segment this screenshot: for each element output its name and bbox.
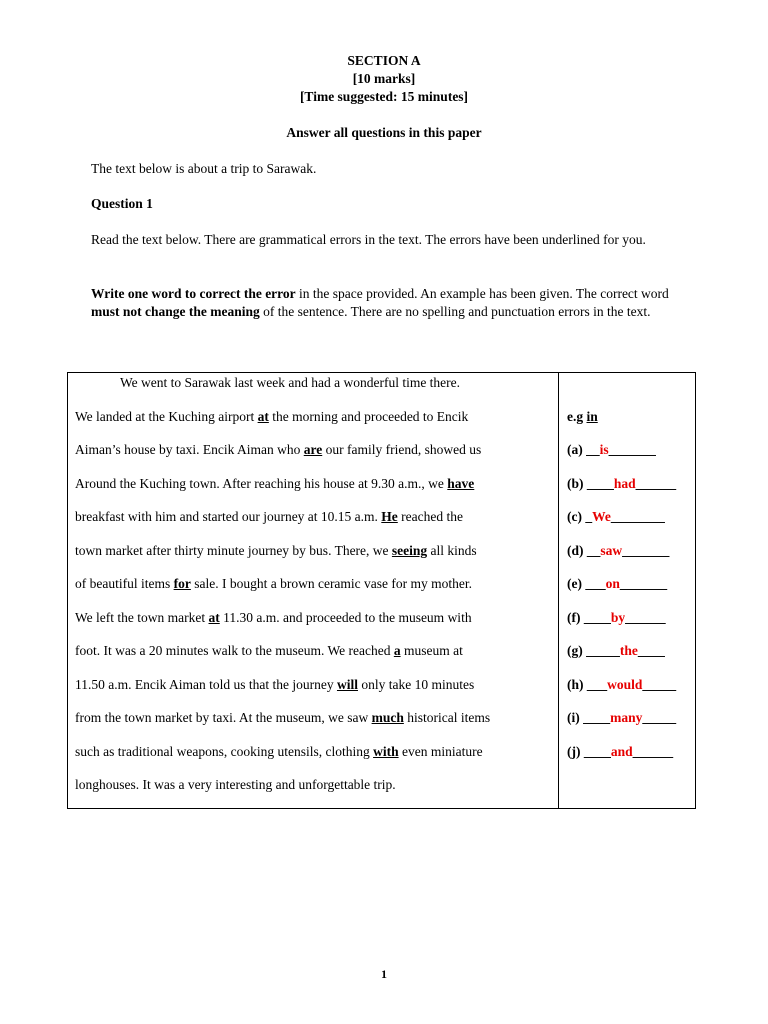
passage-line	[75, 676, 474, 694]
answer-line	[567, 743, 673, 761]
passage-text-before: of beautiful items	[75, 576, 174, 591]
underlined-error: much	[371, 710, 404, 725]
underlined-error: with	[373, 743, 399, 759]
passage-text-after: only take 10 minutes	[357, 676, 475, 692]
passage-text-after: even miniature	[398, 743, 483, 759]
passage-text-before: We went to Sarawak last week and had a wonderful time there.	[120, 375, 461, 390]
answer-label: (d) __	[567, 542, 601, 558]
answer-word: would	[607, 676, 643, 692]
answer-word: many	[610, 710, 643, 725]
instruction: Answer all questions in this paper	[286, 125, 482, 140]
passage-line	[75, 408, 468, 426]
passage-text-before: longhouses. It was a very interesting and unforgettable trip.	[75, 777, 396, 792]
answer-line	[567, 575, 667, 593]
passage-line	[75, 475, 474, 493]
answer-word: We	[592, 509, 611, 524]
passage-line	[75, 609, 472, 627]
passage-line	[75, 709, 490, 727]
passage-text-before: We left the town market	[75, 609, 209, 625]
section-marks: [10 marks]	[352, 71, 416, 86]
passage-text-after: historical items	[403, 710, 491, 725]
passage-text-after: 11.30 a.m. and proceeded to the museum with	[219, 609, 472, 625]
passage-text-after: museum at	[400, 643, 463, 658]
underlined-error: at	[208, 609, 220, 625]
underlined-error: have	[447, 475, 475, 491]
underlined-error: at	[257, 408, 269, 424]
underlined-error: for	[173, 576, 191, 591]
passage-text-after: reached the	[397, 509, 464, 524]
answer-blank: ________	[610, 509, 665, 524]
answer-word: on	[605, 576, 620, 591]
answer-blank: _____	[642, 710, 677, 725]
answer-line	[567, 709, 676, 727]
answer-word: and	[610, 743, 633, 759]
answer-label: (g) _____	[567, 643, 620, 658]
passage-text-before: breakfast with him and started our journey at 10.15 a.m.	[75, 509, 382, 524]
passage-text-after: all kinds	[427, 542, 477, 558]
answer-word: is	[599, 442, 609, 457]
passage-line	[75, 508, 463, 526]
answer-line	[567, 441, 656, 459]
answer-line	[567, 609, 666, 627]
passage-text-before: We landed at the Kuching airport	[75, 408, 258, 424]
example-word: in	[586, 408, 598, 424]
underlined-error: will	[336, 676, 358, 692]
answer-blank: _______	[619, 576, 668, 591]
answer-word: by	[610, 609, 626, 625]
answer-blank: ______	[635, 475, 677, 491]
section-time: [Time suggested: 15 minutes]	[299, 89, 469, 104]
instruction-paragraph-1: Read the text below. There are grammatical errors in the text. The errors have been underlined for you.	[91, 232, 646, 247]
answer-word: saw	[600, 542, 623, 558]
section-title: SECTION A	[347, 53, 421, 68]
answer-word: the	[619, 643, 638, 658]
underlined-error: seeing	[391, 542, 428, 558]
instruction-bold-1: Write one word to correct the error	[91, 286, 296, 301]
answer-line	[567, 475, 676, 493]
passage-text-after: our family friend, showed us	[322, 442, 482, 457]
answer-label: (b) ____	[567, 475, 614, 491]
passage-line	[75, 743, 483, 761]
answer-label: (e) ___	[567, 576, 606, 591]
example-answer	[567, 408, 598, 426]
underlined-error: He	[381, 509, 398, 524]
answer-blank: _______	[622, 542, 670, 558]
passage-text-after: sale. I bought a brown ceramic vase for my mother.	[190, 576, 473, 591]
answer-blank: ____	[637, 643, 665, 658]
section-header	[0, 52, 768, 142]
underlined-error: are	[303, 442, 323, 457]
passage-line	[75, 542, 477, 560]
answer-label: (f) ____	[567, 609, 611, 625]
answer-label: (a) __	[567, 442, 600, 457]
passage-text-before: 11.50 a.m. Encik Aiman told us that the journey	[75, 676, 337, 692]
instruction-text-1: in the space provided. An example has been given. The correct word	[295, 286, 669, 301]
passage-line	[75, 776, 396, 794]
answer-label: (i) ____	[567, 710, 611, 725]
passage-text-before: such as traditional weapons, cooking utensils, clothing	[75, 743, 374, 759]
page-number: 1	[381, 967, 387, 981]
passage-line	[120, 374, 460, 392]
instruction-bold-2: must not change the meaning	[91, 304, 260, 319]
passage-line	[75, 575, 472, 593]
intro-text: The text below is about a trip to Sarawak.	[91, 161, 317, 176]
passage-text-before: foot. It was a 20 minutes walk to the museum. We reached	[75, 643, 394, 658]
passage-text-before: town market after thirty minute journey by bus. There, we	[75, 542, 392, 558]
answer-line	[567, 508, 665, 526]
answer-blank: _______	[608, 442, 656, 457]
answer-label: (c) _	[567, 509, 593, 524]
passage-line	[75, 441, 481, 459]
instruction-paragraph-2	[91, 285, 671, 321]
answer-label: (j) ____	[567, 743, 611, 759]
answer-label: (h) ___	[567, 676, 608, 692]
answer-line	[567, 642, 665, 660]
example-prefix: e.g	[567, 408, 587, 424]
answer-line	[567, 676, 676, 694]
underlined-error: a	[393, 643, 401, 658]
question-title: Question 1	[91, 196, 153, 211]
instruction-text-2: of the sentence. There are no spelling and punctuation errors in the text.	[259, 304, 651, 319]
answer-blank: ______	[625, 609, 666, 625]
answer-blank: ______	[632, 743, 674, 759]
passage-line	[75, 642, 463, 660]
passage-text-before: Aiman’s house by taxi. Encik Aiman who	[75, 442, 304, 457]
answer-blank: _____	[642, 676, 677, 692]
passage-text-after: the morning and proceeded to Encik	[268, 408, 469, 424]
passage-text-before: from the town market by taxi. At the museum, we saw	[75, 710, 372, 725]
answer-line	[567, 542, 669, 560]
passage-text-before: Around the Kuching town. After reaching his house at 9.30 a.m., we	[75, 475, 448, 491]
answer-word: had	[613, 475, 636, 491]
